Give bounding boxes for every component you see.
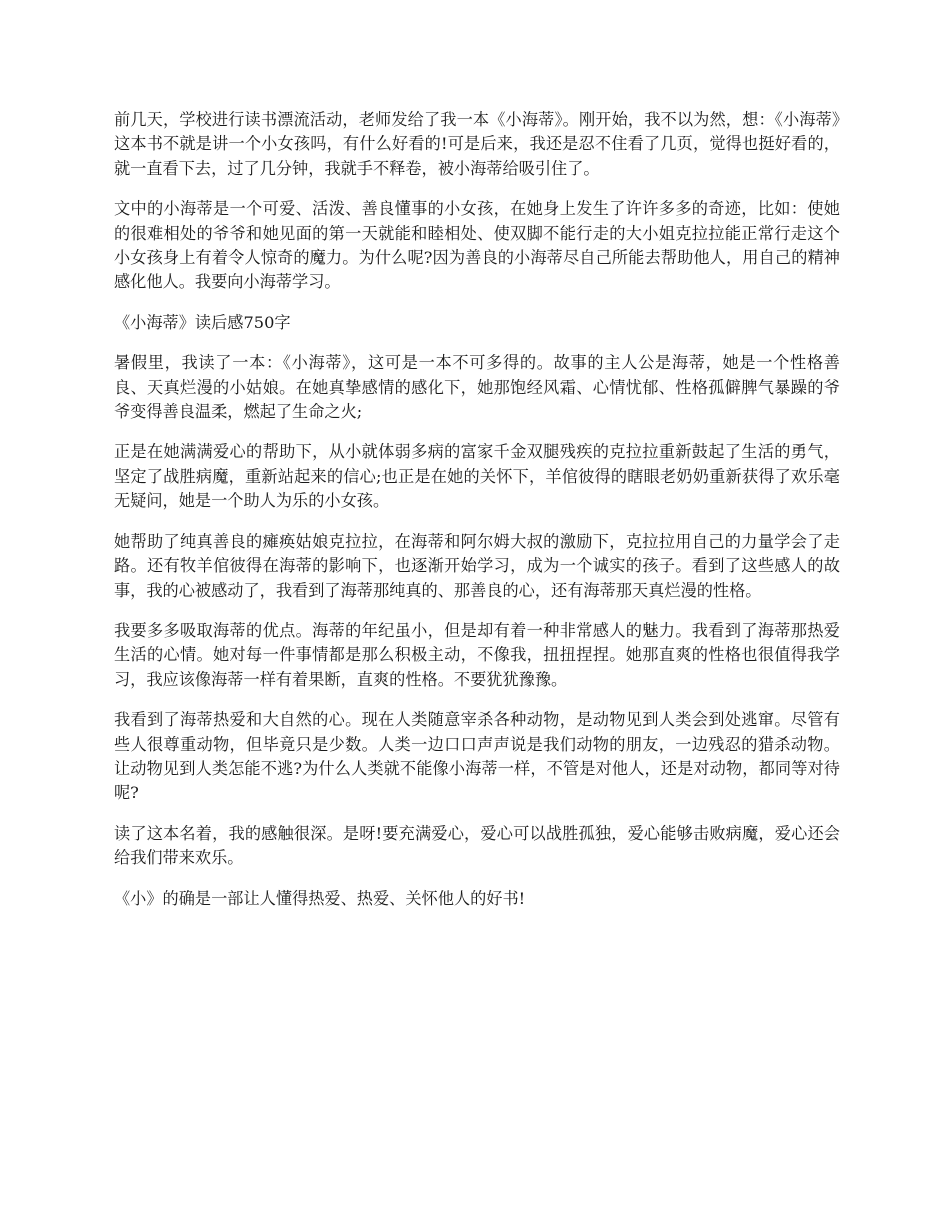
paragraph-2: 文中的小海蒂是一个可爱、活泼、善良懂事的小女孩，在她身上发生了许许多多的奇迹，比如：使她的很难相处的爷爷和她见面的第一天就能和睦相处、使双脚不能行走的大小姐克拉拉能正常行走这个小女孩身上有着令人惊奇的魔力。为什么呢?因为善良的小海蒂尽自己所能去帮助他人，用自己的精神感化他人。我要向小海蒂学习。 xyxy=(114,199,840,292)
section-heading: 《小海蒂》读后感750字 xyxy=(114,312,291,332)
paragraph-4: 正是在她满满爱心的帮助下，从小就体弱多病的富家千金双腿残疾的克拉拉重新鼓起了生活的勇气，坚定了战胜病魔，重新站起来的信心;也正是在她的关怀下，羊倌彼得的瞎眼老奶奶重新获得了欢乐毫无疑问，她是一个助人为乐的小女孩。 xyxy=(114,442,840,511)
paragraph-6: 我要多多吸取海蒂的优点。海蒂的年纪虽小，但是却有着一种非常感人的魅力。我看到了海蒂那热爱生活的心情。她对每一件事情都是那么积极主动，不像我，扭扭捏捏。她那直爽的性格也很值得我学习，我应该像海蒂一样有着果断，直爽的性格。不要犹犹豫豫。 xyxy=(114,620,840,689)
paragraph-7: 我看到了海蒂热爱和大自然的心。现在人类随意宰杀各种动物，是动物见到人类会到处逃窜。尽管有些人很尊重动物，但毕竟只是少数。人类一边口口声声说是我们动物的朋友，一边残忍的猎杀动物。让动物见到人类怎能不逃?为什么人类就不能像小海蒂一样，不管是对他人，还是对动物，都同等对待呢? xyxy=(114,710,840,803)
paragraph-1: 前几天，学校进行读书漂流活动，老师发给了我一本《小海蒂》。刚开始，我不以为然，想：《小海蒂》这本书不就是讲一个小女孩吗，有什么好看的!可是后来，我还是忍不住看了几页，觉得也挺好看的，就一直看下去，过了几分钟，我就手不释卷，被小海蒂给吸引住了。 xyxy=(114,110,840,178)
paragraph-3: 暑假里，我读了一本：《小海蒂》，这可是一本不可多得的。故事的主人公是海蒂，她是一个性格善良、天真烂漫的小姑娘。在她真挚感情的感化下，她那饱经风霜、心情忧郁、性格孤僻脾气暴躁的爷爷变得善良温柔，燃起了生命之火; xyxy=(114,353,840,422)
paragraph-5: 她帮助了纯真善良的瘫痪姑娘克拉拉，在海蒂和阿尔姆大叔的激励下，克拉拉用自己的力量学会了走路。还有牧羊倌彼得在海蒂的影响下，也逐渐开始学习，成为一个诚实的孩子。看到了这些感人的故事，我的心被感动了，我看到了海蒂那纯真的、那善良的心，还有海蒂那天真烂漫的性格。 xyxy=(114,531,840,600)
paragraph-8: 读了这本名着，我的感触很深。是呀!要充满爱心，爱心可以战胜孤独，爱心能够击败病魔，爱心还会给我们带来欢乐。 xyxy=(114,823,840,868)
document-body xyxy=(114,108,840,927)
paragraph-9: 《小》的确是一部让人懂得热爱、热爱、关怀他人的好书! xyxy=(114,888,526,908)
